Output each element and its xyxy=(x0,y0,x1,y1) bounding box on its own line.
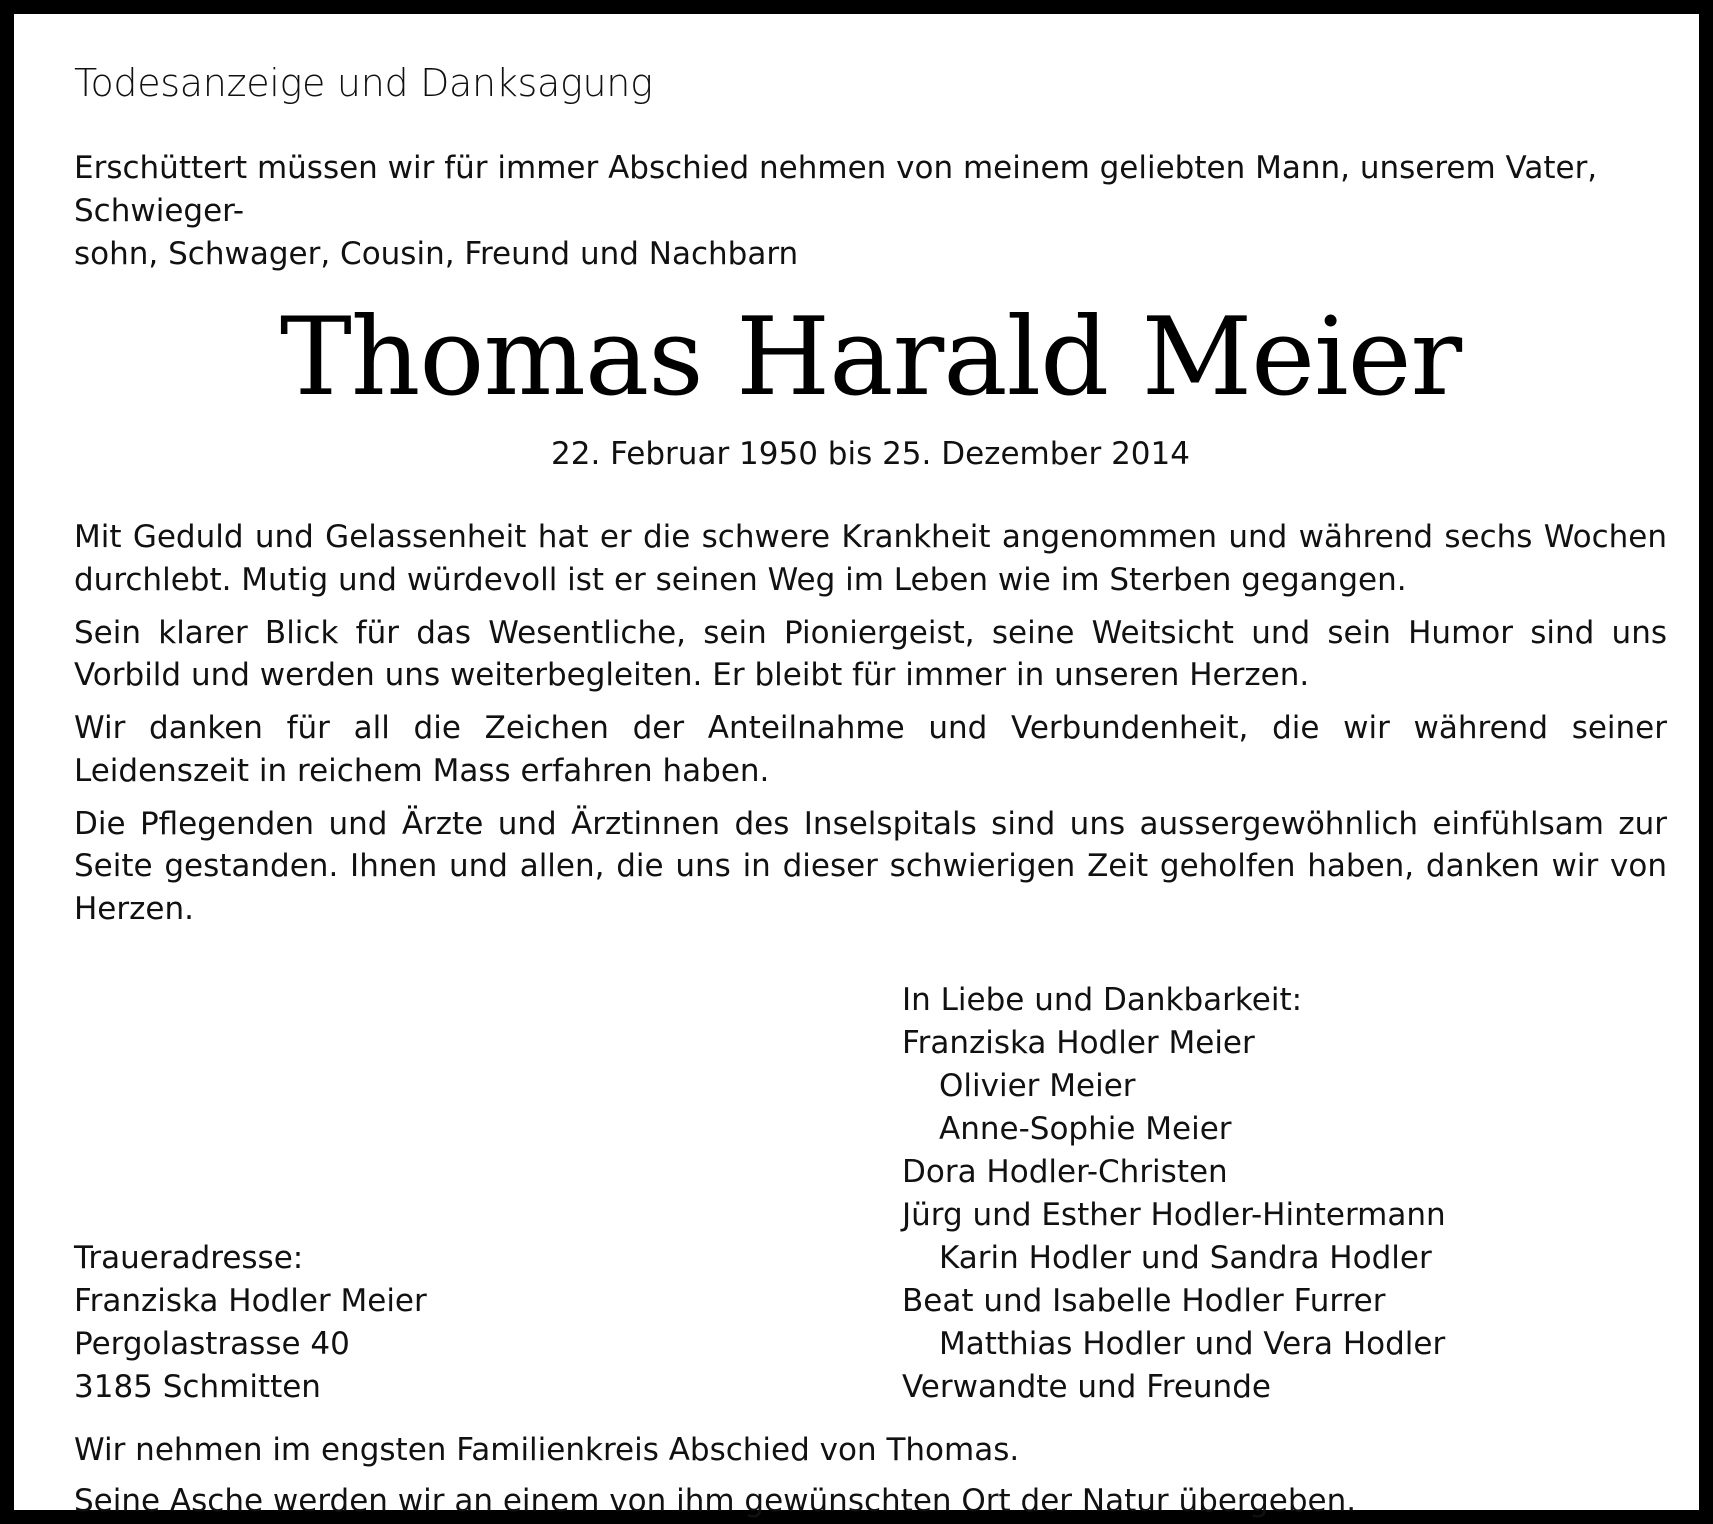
tribute-paragraphs xyxy=(74,516,1667,931)
closing-line: Wir nehmen im engsten Familienkreis Abschied von Thomas. xyxy=(74,1431,1020,1468)
tribute-paragraph: Mit Geduld und Gelassenheit hat er die schwere Krankheit angenommen und während sechs Wochen durchlebt. Mutig und würdevoll ist er seinen Weg im Leben wie im Sterben gegangen. xyxy=(74,519,1667,598)
intro-text xyxy=(74,147,1667,275)
address-street: Pergolastrasse 40 xyxy=(74,1325,350,1362)
tribute-paragraph: Sein klarer Blick für das Wesentliche, sein Pioniergeist, seine Weitsicht und sein Humor sind uns Vorbild und werden uns weiterbegleiten. Er bleibt für immer in unseren Herzen. xyxy=(74,614,1667,694)
mourner-name: Beat und Isabelle Hodler Furrer xyxy=(902,1282,1386,1319)
mourning-address xyxy=(74,1237,427,1409)
mourner-name: Jürg und Esther Hodler-Hintermann xyxy=(902,1196,1446,1233)
mourners-intro: In Liebe und Dankbarkeit: xyxy=(902,981,1303,1018)
address-name: Franziska Hodler Meier xyxy=(74,1282,427,1319)
intro-line-1: Erschüttert müssen wir für immer Abschied nehmen von meinem geliebten Mann, unserem Vater, Schwieger- xyxy=(74,150,1598,230)
address-city: 3185 Schmitten xyxy=(74,1368,321,1405)
mourner-name: Matthias Hodler und Vera Hodler xyxy=(939,1325,1446,1362)
mourner-name: Karin Hodler und Sandra Hodler xyxy=(939,1239,1432,1276)
mourner-name: Olivier Meier xyxy=(939,1067,1136,1104)
obituary-content xyxy=(74,58,1667,1523)
intro-line-2: sohn, Schwager, Cousin, Freund und Nachbarn xyxy=(74,235,799,272)
closing-line: Seine Asche werden wir an einem von ihm gewünschten Ort der Natur übergeben. xyxy=(74,1482,1357,1519)
mourner-name: Verwandte und Freunde xyxy=(902,1368,1271,1405)
mourner-name: Anne-Sophie Meier xyxy=(939,1110,1232,1147)
mourner-name: Dora Hodler-Christen xyxy=(902,1153,1228,1190)
deceased-name: Thomas Harald Meier xyxy=(279,294,1462,420)
notice-heading: Todesanzeige und Danksagung xyxy=(74,61,653,105)
mourners-list xyxy=(902,979,1446,1409)
life-dates: 22. Februar 1950 bis 25. Dezember 2014 xyxy=(551,435,1190,472)
signature-section xyxy=(74,979,1667,1425)
mourner-name: Franziska Hodler Meier xyxy=(902,1024,1255,1061)
closing-notes xyxy=(74,1429,1667,1523)
tribute-paragraph: Die Pflegenden und Ärzte und Ärztinnen des Inselspitals sind uns aussergewöhnlich einfühlsam zur Seite gestanden. Ihnen und allen, die uns in dieser schwierigen Zeit geholfen haben, danken wir von Herzen. xyxy=(74,805,1667,928)
tribute-paragraph: Wir danken für all die Zeichen der Anteilnahme und Verbundenheit, die wir während seiner Leidenszeit in reichem Mass erfahren haben. xyxy=(74,710,1667,789)
address-label: Traueradresse: xyxy=(74,1239,304,1276)
